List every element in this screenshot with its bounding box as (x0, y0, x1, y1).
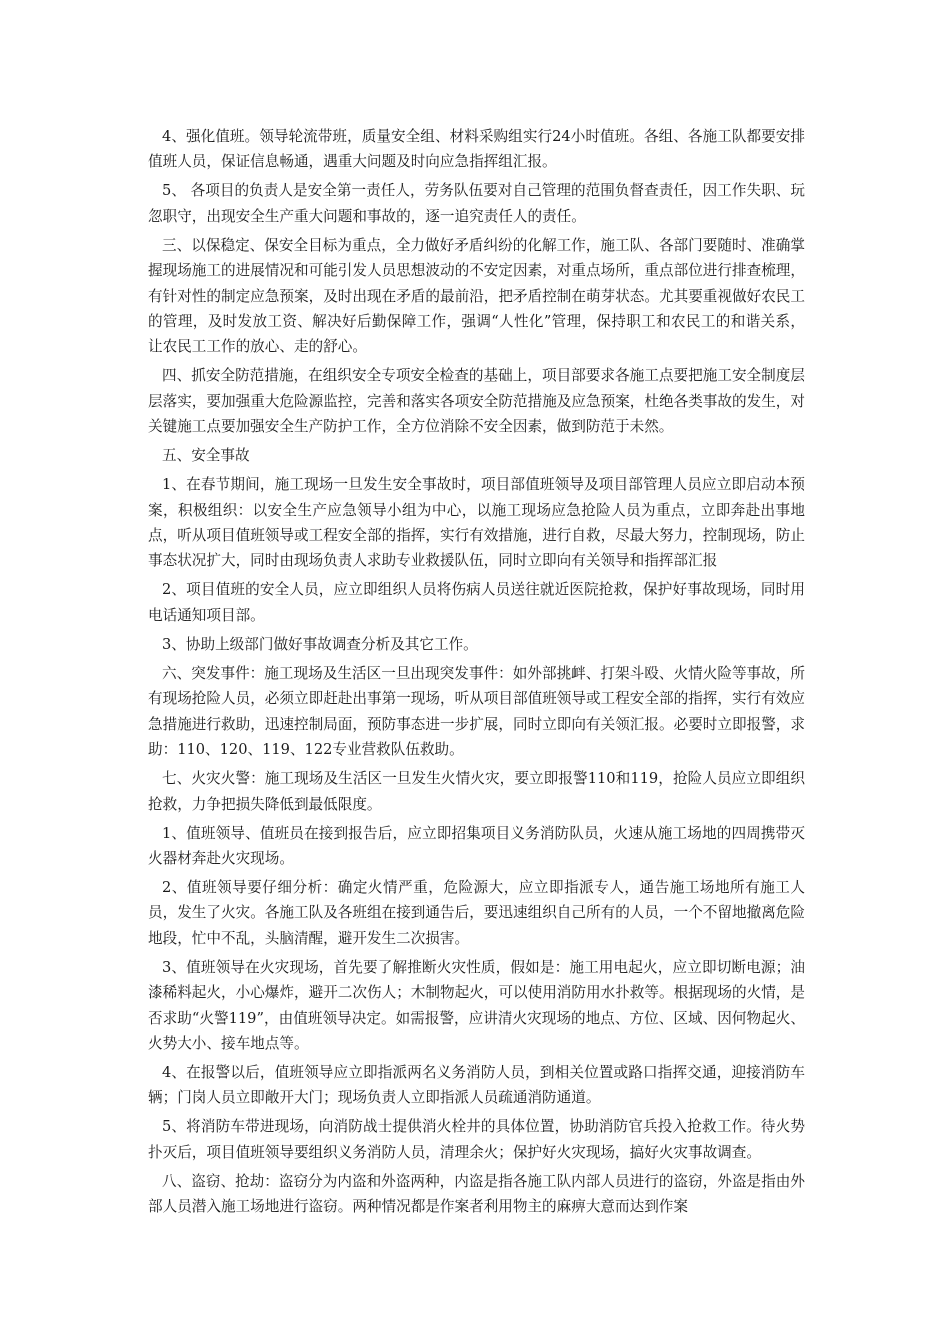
paragraph-fire-alarm: 七、火灾火警：施工现场及生活区一旦发生火情火灾，要立即报警110和119，抢险人员应立即组织抢救，力争把损失降低到最低限度。 (148, 770, 805, 813)
paragraph-fire-step-4: 4、在报警以后，值班领导应立即指派两名义务消防人员，到相关位置或路口指挥交通，迎接消防车辆；门岗人员立即敞开大门；现场负责人立即指派人员疏通消防通道。 (148, 1063, 805, 1107)
paragraph-safety-measures: 四、抓安全防范措施，在组织安全专项安全检查的基础上，项目部要求各施工点要把施工安全制度层层落实，要加强重大危险源监控，完善和落实各项安全防范措施及应急预案，杜绝各类事故的发生，对关键施工点要加强安全生产防护工作，全方位消除不安全因素，做到防范于未然。 (148, 367, 805, 436)
paragraph-investigation: 3、协助上级部门做好事故调查分析及其它工作。 (162, 635, 478, 653)
paragraph-fire-step-1: 1、值班领导、值班员在接到报告后，应立即招集项目义务消防队员，火速从施工场地的四周携带灭火器材奔赴火灾现场。 (148, 824, 805, 867)
paragraph-duty-shift: 4、强化值班。领导轮流带班，质量安全组、材料采购组实行24小时值班。各组、各施工队都要安排值班人员，保证信息畅通，遇重大问题及时向应急指挥组汇报。 (148, 128, 805, 171)
paragraph-accident-response: 1、在春节期间，施工现场一旦发生安全事故时，项目部值班领导及项目部管理人员应立即启动本预案，积极组织：以安全生产应急领导小组为中心，以施工现场应急抢险人员为重点，立即奔赴出事地点，听从项目值班领导或工程安全部的指挥，实行有效措施，进行自救，尽最大努力，控制现场，防止事态状况扩大，同时由现场负责人求助专业救援队伍，同时立即向有关领导和指挥部汇报 (148, 476, 805, 570)
paragraph-responsibility: 5、 各项目的负责人是安全第一责任人，劳务队伍要对自己管理的范围负督查责任，因工作失职、玩忽职守，出现安全生产重大问题和事故的，逐一追究责任人的责任。 (148, 182, 805, 225)
paragraph-fire-step-5: 5、将消防车带进现场，向消防战士提供消火栓井的具体位置，协助消防官兵投入抢救工作。待火势扑灭后，项目值班领导要组织义务消防人员，清理余火；保护好火灾现场，搞好火灾事故调查。 (148, 1118, 805, 1161)
paragraph-fire-step-2: 2、值班领导要仔细分析：确定火情严重，危险源大，应立即指派专人，通告施工场地所有施工人员，发生了火灾。各施工队及各班组在接到通告后，要迅速组织自己所有的人员，一个不留地撤离危险地段，忙中不乱，头脑清醒，避开发生二次损害。 (148, 878, 805, 947)
paragraph-theft-robbery: 八、盗窃、抢劫：盗窃分为内盗和外盗两种，内盗是指各施工队内部人员进行的盗窃，外盗是指由外部人员潜入施工场地进行盗窃。两种情况都是作案者利用物主的麻痹大意而达到作案 (148, 1172, 805, 1216)
paragraph-fire-step-3: 3、值班领导在火灾现场，首先要了解推断火灾性质，假如是：施工用电起火，应立即切断电源；油漆稀料起火，小心爆炸，避开二次伤人；木制物起火，可以使用消防用水扑救等。根据现场的火情，是否求助“火警119”，由值班领导决定。如需报警，应讲清火灾现场的地点、方位、区域、因何物起火、火势大小、接车地点等。 (148, 958, 805, 1052)
paragraph-emergency-events: 六、突发事件：施工现场及生活区一旦出现突发事件：如外部挑衅、打架斗殴、火情火险等事故，所有现场抢险人员，必须立即赶赴出事第一现场，听从项目部值班领导或工程安全部的指挥，实行有效应急措施进行救助，迅速控制局面，预防事态进一步扩展，同时立即向有关领汇报。必要时立即报警，求助：110、120、119、122专业营救队伍救助。 (148, 664, 805, 759)
document-body (148, 124, 805, 1223)
paragraph-stability: 三、以保稳定、保安全目标为重点，全力做好矛盾纠纷的化解工作，施工队、各部门要随时、准确掌握现场施工的进展情况和可能引发人员思想波动的不安定因素，对重点场所，重点部位进行排查梳理，有针对性的制定应急预案，及时出现在矛盾的最前沿，把矛盾控制在萌芽状态。尤其要重视做好农民工的管理，及时发放工资、解决好后勤保障工作，强调“人性化”管理，保持职工和农民工的和谐关系，让农民工工作的放心、走的舒心。 (148, 236, 805, 356)
paragraph-injured-rescue: 2、项目值班的安全人员，应立即组织人员将伤病人员送往就近医院抢救，保护好事故现场，同时用电话通知项目部。 (148, 581, 805, 624)
section-heading-safety-accident: 五、安全事故 (162, 447, 250, 465)
